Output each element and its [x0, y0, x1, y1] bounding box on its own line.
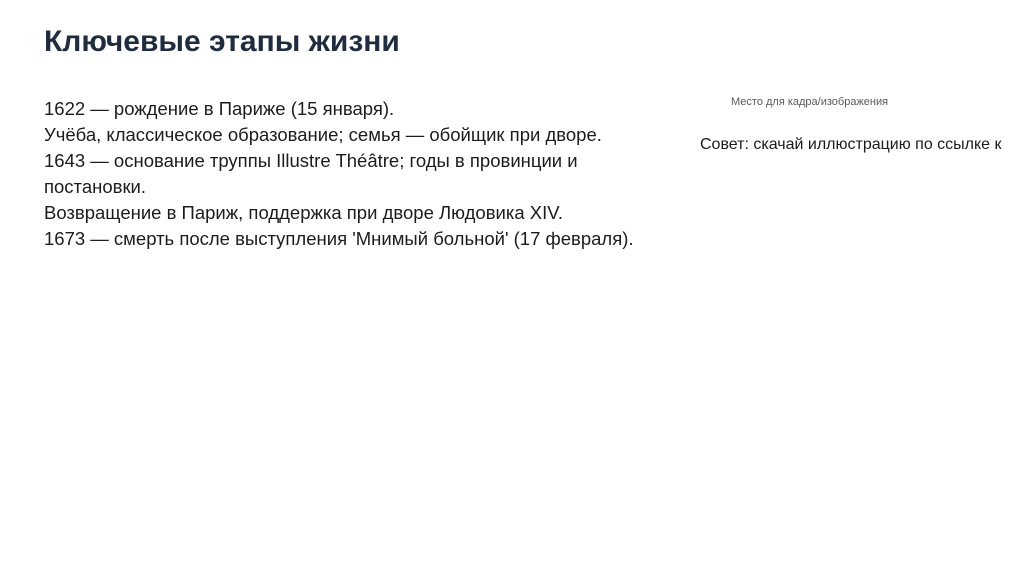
life-event-item: 1673 — смерть после выступления 'Мнимый больной' (17 февраля).	[44, 228, 634, 249]
life-event-item: Учёба, классическое образование; семья — обойщик при дворе.	[44, 124, 602, 145]
slide-title: Ключевые этапы жизни	[44, 25, 400, 58]
life-events-list	[44, 96, 654, 252]
image-placeholder-label: Место для кадра/изображения	[731, 96, 889, 108]
life-event-item: 1622 — рождение в Париже (15 января).	[44, 98, 395, 119]
life-event-item: Возвращение в Париж, поддержка при дворе Людовика XIV.	[44, 202, 564, 223]
illustration-hint: Совет: скачай иллюстрацию по ссылке к	[700, 136, 1002, 153]
life-event-item: 1643 — основание труппы Illustre Théâtre; годы в провинции и постановки.	[44, 150, 578, 197]
